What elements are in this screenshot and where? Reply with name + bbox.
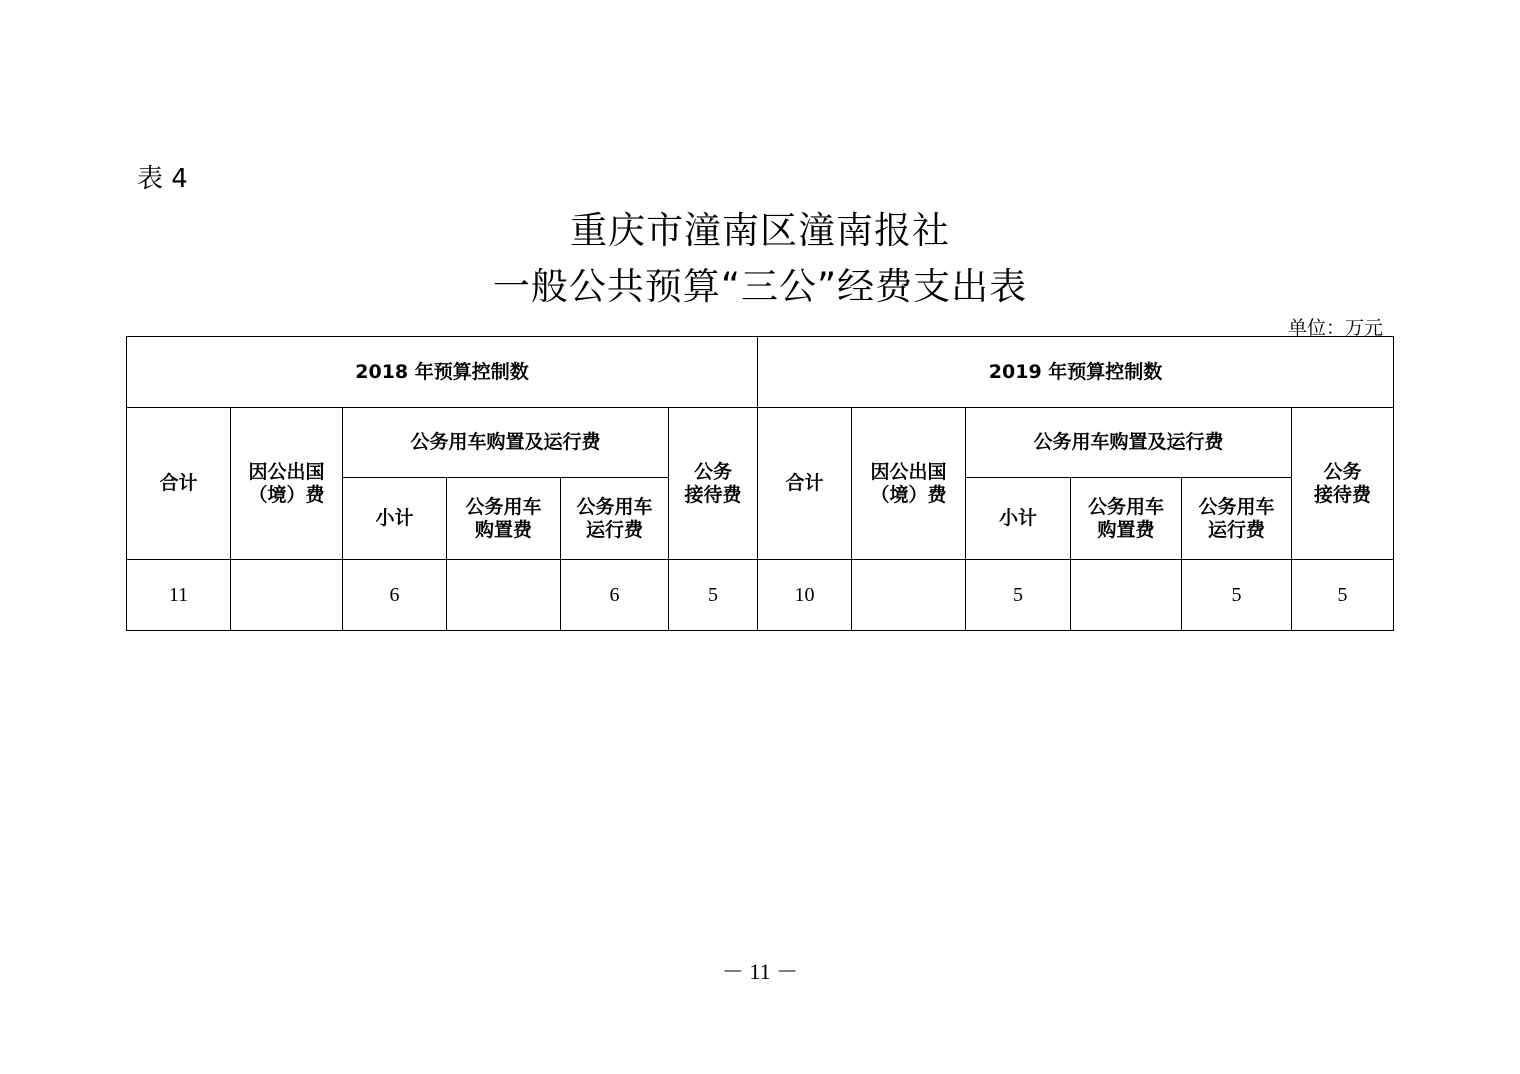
- reception-header-line1: 公务: [694, 460, 733, 483]
- reception-header-2018: [669, 408, 758, 560]
- value-2019-total: 10: [758, 560, 852, 631]
- abroad-header-line1: 因公出国: [870, 460, 947, 483]
- value-2018-total: 11: [127, 560, 231, 631]
- reception-header-line2: 接待费: [684, 483, 742, 506]
- abroad-header-2019: [852, 408, 966, 560]
- vehicle-purchase-header-2019: [1071, 478, 1182, 560]
- table-row: [127, 560, 1394, 631]
- page-subtitle: 一般公共预算“三公”经费支出表: [492, 265, 1028, 308]
- vehicle-operation-line2: 运行费: [585, 518, 643, 541]
- abroad-header-line1: 因公出国: [248, 460, 325, 483]
- vehicle-group-header-2019: 公务用车购置及运行费: [966, 408, 1292, 478]
- value-2019-abroad: [852, 560, 966, 631]
- value-2019-reception: 5: [1292, 560, 1394, 631]
- vehicle-operation-header-2019: [1182, 478, 1292, 560]
- year-2018-header: 2018 年预算控制数: [127, 337, 758, 408]
- year-2019-header: 2019 年预算控制数: [758, 337, 1394, 408]
- subtotal-header-2018: 小计: [343, 478, 447, 560]
- value-2019-subtotal: 5: [966, 560, 1071, 631]
- vehicle-purchase-header-2018: [447, 478, 561, 560]
- reception-header-line2: 接待费: [1314, 483, 1372, 506]
- vehicle-purchase-line2: 购置费: [1097, 518, 1155, 541]
- vehicle-purchase-line1: 公务用车: [1088, 495, 1165, 518]
- value-2019-vehicle-operation: 5: [1182, 560, 1292, 631]
- vehicle-purchase-line1: 公务用车: [465, 495, 542, 518]
- vehicle-operation-line1: 公务用车: [576, 495, 653, 518]
- page-title: 重庆市潼南区潼南报社: [570, 209, 950, 252]
- value-2018-vehicle-purchase: [447, 560, 561, 631]
- vehicle-operation-line2: 运行费: [1208, 518, 1266, 541]
- vehicle-operation-line1: 公务用车: [1198, 495, 1275, 518]
- vehicle-purchase-line2: 购置费: [474, 518, 532, 541]
- reception-header-2019: [1292, 408, 1394, 560]
- year-header-row: [127, 337, 1394, 408]
- abroad-header-2018: [231, 408, 343, 560]
- total-header-2018: 合计: [127, 408, 231, 560]
- vehicle-group-header-2018: 公务用车购置及运行费: [343, 408, 669, 478]
- budget-table: [126, 336, 1394, 631]
- value-2018-vehicle-operation: 6: [561, 560, 669, 631]
- vehicle-operation-header-2018: [561, 478, 669, 560]
- page-number: － 11 －: [721, 959, 799, 984]
- total-header-2019: 合计: [758, 408, 852, 560]
- subtotal-header-2019: 小计: [966, 478, 1071, 560]
- reception-header-line1: 公务: [1323, 460, 1362, 483]
- unit-label: 单位：万元: [1287, 317, 1383, 339]
- abroad-header-line2: （境）费: [248, 483, 325, 506]
- value-2018-reception: 5: [669, 560, 758, 631]
- value-2018-abroad: [231, 560, 343, 631]
- abroad-header-line2: （境）费: [870, 483, 947, 506]
- table-label: 表 4: [137, 164, 188, 194]
- value-2018-subtotal: 6: [343, 560, 447, 631]
- value-2019-vehicle-purchase: [1071, 560, 1182, 631]
- column-header-row: [127, 408, 1394, 478]
